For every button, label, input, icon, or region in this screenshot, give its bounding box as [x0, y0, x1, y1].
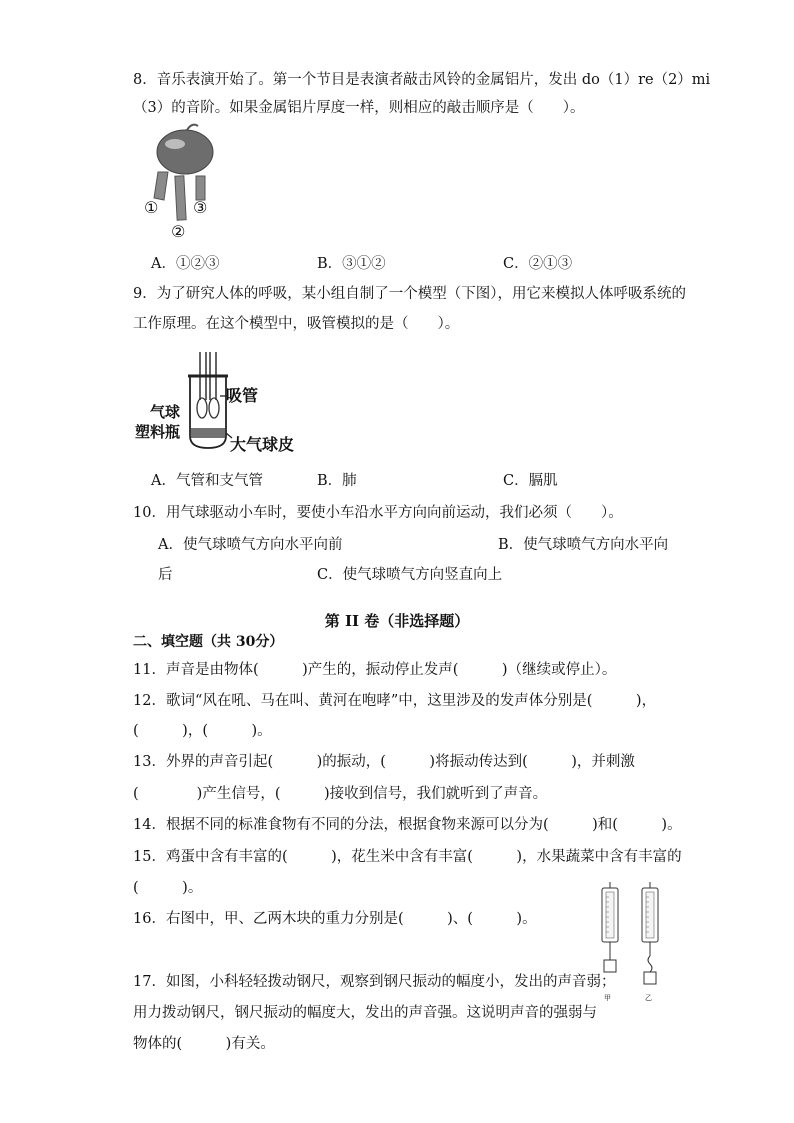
q15-text-line1: 15．鸡蛋中含有丰富的( )，花生米中含有丰富( )，水果蔬菜中含有丰富的	[133, 849, 682, 865]
q13-text-line2: ( )产生信号，( )接收到信号，我们就听到了声音。	[133, 786, 548, 802]
q8-option-a[interactable]: A．①②③	[151, 256, 220, 272]
q9-option-b[interactable]: B．肺	[317, 473, 357, 489]
q10-text: 10．用气球驱动小车时，要使小车沿水平方向向前运动，我们必须（ ）。	[133, 505, 623, 521]
q14-text: 14．根据不同的标准食物有不同的分法，根据食物来源可以分为( )和( )。	[133, 817, 682, 833]
chime-label-2: ②	[171, 222, 186, 241]
q9-option-c[interactable]: C．膈肌	[503, 473, 558, 489]
label-balloon: 气球	[150, 403, 181, 421]
label-straw: 吸管	[226, 386, 259, 405]
q12-text-line1: 12．歌词“风在吼、马在叫、黄河在咆哮”中，这里涉及的发声体分别是( )，	[133, 693, 657, 709]
label-rubber-skin: 大气球皮	[230, 435, 295, 454]
q10-option-b-continued: 后	[158, 567, 173, 583]
q9-text-line1: 9．为了研究人体的呼吸，某小组自制了一个模型（下图），用它来模拟人体呼吸系统的	[133, 286, 686, 302]
scale-label-jia: 甲	[604, 994, 611, 1002]
section-subtitle: 二、填空题（共 30分）	[133, 634, 284, 650]
q10-option-b[interactable]: B．使气球喷气方向水平向	[498, 537, 669, 553]
q17-text-line1: 17．如图，小科轻轻拨动钢尺，观察到钢尺振动的幅度小，发出的声音弱；	[133, 974, 616, 990]
q9-text-line2: 工作原理。在这个模型中，吸管模拟的是（ ）。	[133, 316, 460, 332]
q8-text-line2: （3）的音阶。如果金属铝片厚度一样，则相应的敲击顺序是（ ）。	[133, 100, 585, 116]
scale-label-yi: 乙	[645, 994, 652, 1002]
q8-option-b[interactable]: B．③①②	[317, 256, 386, 272]
chime-label-1: ①	[144, 198, 159, 217]
q10-option-c[interactable]: C．使气球喷气方向竖直向上	[317, 567, 503, 583]
q10-option-a[interactable]: A．使气球喷气方向水平向前	[158, 537, 343, 553]
label-bottle: 塑料瓶	[135, 423, 181, 441]
section-title: 第 II 卷（非选择题）	[324, 612, 470, 630]
chime-label-3: ③	[193, 198, 208, 217]
q15-text-line2: ( )。	[133, 880, 203, 896]
q9-option-a[interactable]: A．气管和支气管	[151, 473, 263, 489]
q17-text-line3: 物体的( )有关。	[133, 1036, 275, 1052]
q8-option-c[interactable]: C．②①③	[503, 256, 573, 272]
q8-text-line1: 8．音乐表演开始了。第一个节目是表演者敲击风铃的金属铝片，发出 do（1）re（2）mi	[133, 72, 711, 88]
q13-text-line1: 13．外界的声音引起( )的振动，( )将振动传达到( )，并刺激	[133, 754, 635, 770]
q11-text: 11．声音是由物体( )产生的，振动停止发声( )（继续或停止）。	[133, 662, 617, 678]
q12-text-line2: ( )，( )。	[133, 723, 272, 739]
q16-text: 16．右图中，甲、乙两木块的重力分别是( )、( )。	[133, 911, 537, 927]
q17-text-line2: 用力拨动钢尺，钢尺振动的幅度大，发出的声音强。这说明声音的强弱与	[133, 1005, 597, 1021]
